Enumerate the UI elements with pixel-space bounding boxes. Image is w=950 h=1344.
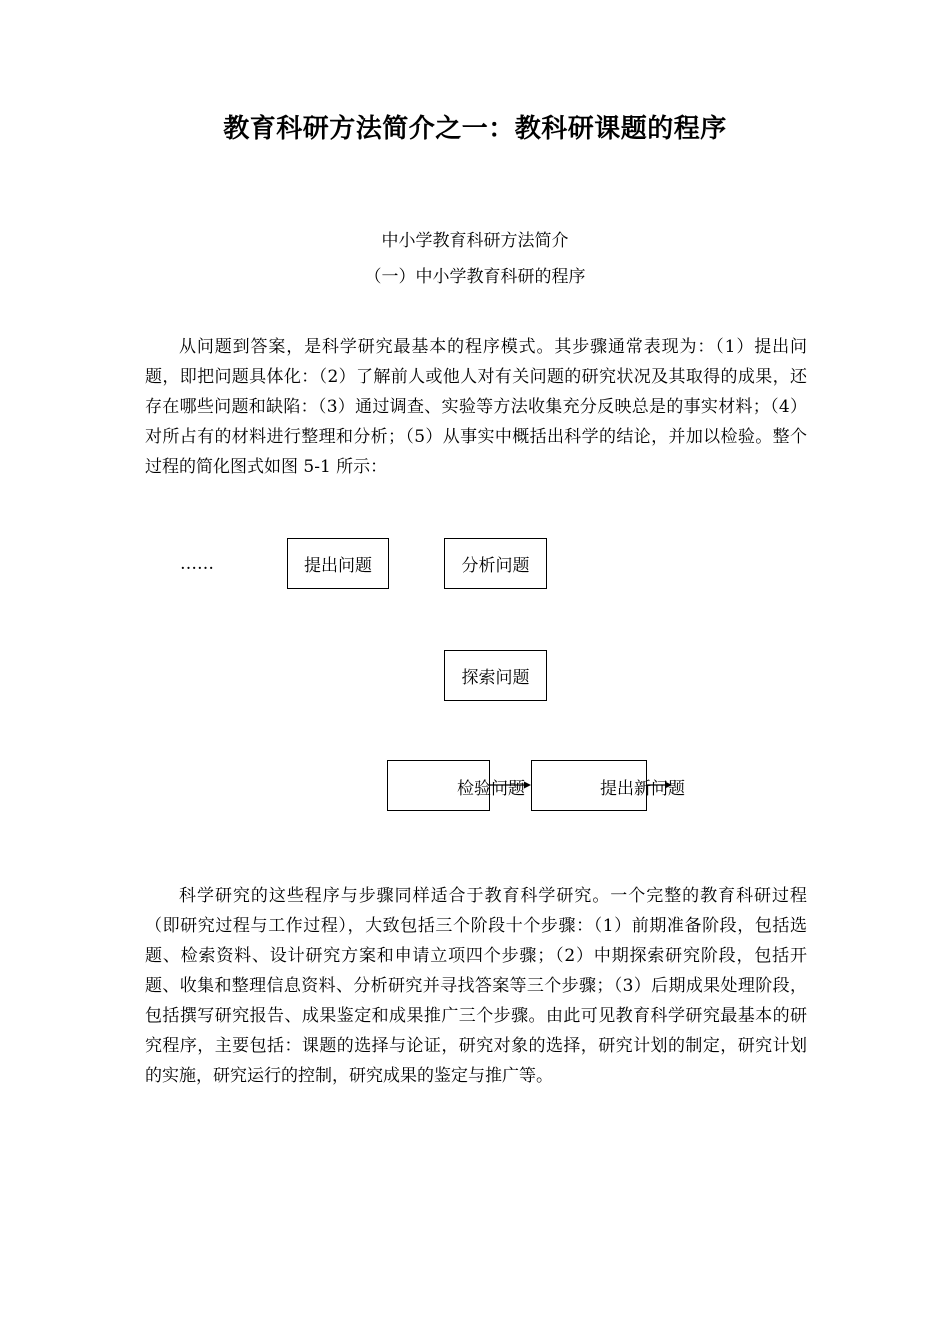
box-new-question-label: 提出新问题 bbox=[600, 779, 685, 799]
section-heading: 中小学教育科研方法简介 bbox=[381, 231, 569, 251]
box-analyze-question-label: 分析问题 bbox=[461, 556, 530, 576]
subsection-heading: （一）中小学教育科研的程序 bbox=[364, 267, 586, 287]
box-explore-question-label: 探索问题 bbox=[461, 668, 530, 688]
document-title: 教育科研方法简介之一：教科研课题的程序 bbox=[223, 114, 727, 144]
paragraph-intro: 从问题到答案，是科学研究最基本的程序模式。其步骤通常表现为：（1）提出问题，即把问题具体化：（2）了解前人或他人对有关问题的研究状况及其取得的成果，还存在哪些问题和缺陷：（3）通过调查、实验等方法收集充分反映总是的事实材料；（4）对所占有的材料进行整理和分析；（5）从事实中概括出科学的结论，并加以检验。整个过程的简化图式如图 5-1 所示： bbox=[145, 337, 807, 477]
paragraph-body: 科学研究的这些程序与步骤同样适合于教育科学研究。一个完整的教育科研过程（即研究过程与工作过程），大致包括三个阶段十个步骤：（1）前期准备阶段，包括选题、检索资料、设计研究方案和申请立项四个步骤；（2）中期探索研究阶段，包括开题、收集和整理信息资料、分析研究并寻找答案等三个步骤；（3）后期成果处理阶段，包括撰写研究报告、成果鉴定和成果推广三个步骤。由此可见教育科学研究最基本的研究程序，主要包括：课题的选择与论证，研究对象的选择，研究计划的制定，研究计划的实施，研究运行的控制，研究成果的鉴定与推广等。 bbox=[145, 886, 807, 1086]
box-raise-question-label: 提出问题 bbox=[304, 556, 372, 576]
box-verify-question-label: 检验问题 bbox=[457, 779, 525, 799]
diagram-ellipsis: …… bbox=[180, 554, 214, 574]
